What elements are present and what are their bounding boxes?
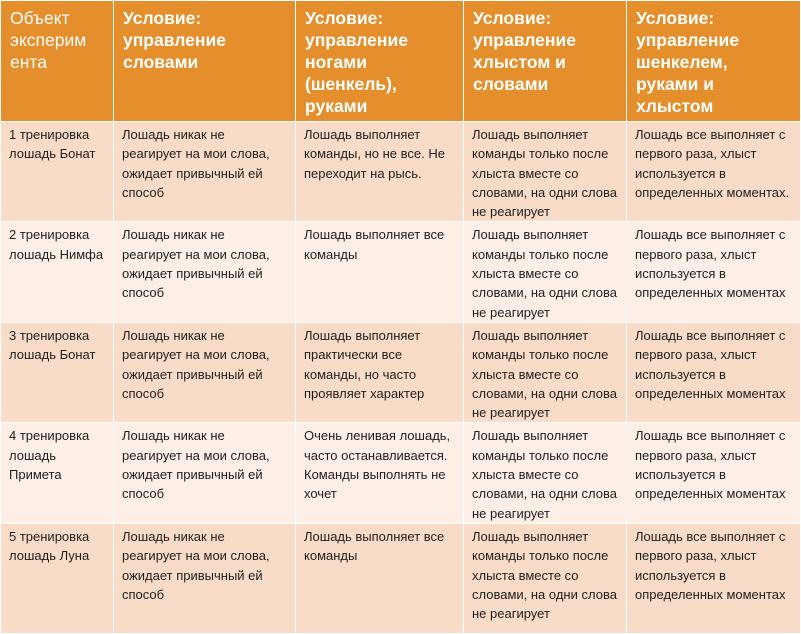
table-row [1, 222, 801, 322]
header-experiment-object: Объект эксперим ента [1, 1, 114, 122]
cell-whip-words: Лошадь выполняет команды только после хлыста вместе со словами, на одни слова не реагирует [464, 322, 627, 422]
cell-experiment: 4 тренировка лошадь Примета [1, 423, 114, 523]
cell-words: Лошадь никак не реагирует на мои слова, ожидает привычный ей способ [114, 222, 296, 322]
cell-leg-hands-whip: Лошадь все выполняет с первого раза, хлыст используется в определенных моментах [627, 523, 801, 633]
cell-experiment: 1 тренировка лошадь Бонат [1, 122, 114, 222]
header-condition-leg-hands-whip: Условие: управление шенкелем, руками и хлыстом [627, 1, 801, 122]
cell-legs-hands: Лошадь выполняет все команды [296, 222, 464, 322]
table-row [1, 322, 801, 422]
table-row [1, 122, 801, 222]
header-condition-legs-hands: Условие: управление ногами (шенкель), руками [296, 1, 464, 122]
cell-legs-hands: Лошадь выполняет практически все команды, но часто проявляет характер [296, 322, 464, 422]
cell-leg-hands-whip: Лошадь все выполняет с первого раза, хлыст используется в определенных моментах [627, 322, 801, 422]
header-condition-words: Условие: управление словами [114, 1, 296, 122]
table-header-row [1, 1, 801, 122]
cell-experiment: 3 тренировка лошадь Бонат [1, 322, 114, 422]
table-row [1, 523, 801, 633]
cell-experiment: 2 тренировка лошадь Нимфа [1, 222, 114, 322]
cell-experiment: 5 тренировка лошадь Луна [1, 523, 114, 633]
cell-whip-words: Лошадь выполняет команды только после хлыста вместе со словами, на одни слова не реагирует [464, 423, 627, 523]
cell-whip-words: Лошадь выполняет команды только после хлыста вместе со словами, на одни слова не реагирует [464, 122, 627, 222]
cell-leg-hands-whip: Лошадь все выполняет с первого раза, хлыст используется в определенных моментах [627, 423, 801, 523]
cell-words: Лошадь никак не реагирует на мои слова, ожидает привычный ей способ [114, 423, 296, 523]
cell-leg-hands-whip: Лошадь все выполняет с первого раза, хлыст используется в определенных моментах. [627, 122, 801, 222]
cell-leg-hands-whip: Лошадь все выполняет с первого раза, хлыст используется в определенных моментах [627, 222, 801, 322]
cell-whip-words: Лошадь выполняет команды только после хлыста вместе со словами, на одни слова не реагирует [464, 523, 627, 633]
cell-words: Лошадь никак не реагирует на мои слова, ожидает привычный ей способ [114, 523, 296, 633]
cell-legs-hands: Лошадь выполняет все команды [296, 523, 464, 633]
cell-words: Лошадь никак не реагирует на мои слова, ожидает привычный ей способ [114, 322, 296, 422]
cell-words: Лошадь никак не реагирует на мои слова, ожидает привычный ей способ [114, 122, 296, 222]
cell-whip-words: Лошадь выполняет команды только после хлыста вместе со словами, на одни слова не реагирует [464, 222, 627, 322]
cell-legs-hands: Лошадь выполняет команды, но не все. Не переходит на рысь. [296, 122, 464, 222]
cell-legs-hands: Очень ленивая лошадь, часто останавливается. Команды выполнять не хочет [296, 423, 464, 523]
header-condition-whip-words: Условие: управление хлыстом и словами [464, 1, 627, 122]
table-row [1, 423, 801, 523]
